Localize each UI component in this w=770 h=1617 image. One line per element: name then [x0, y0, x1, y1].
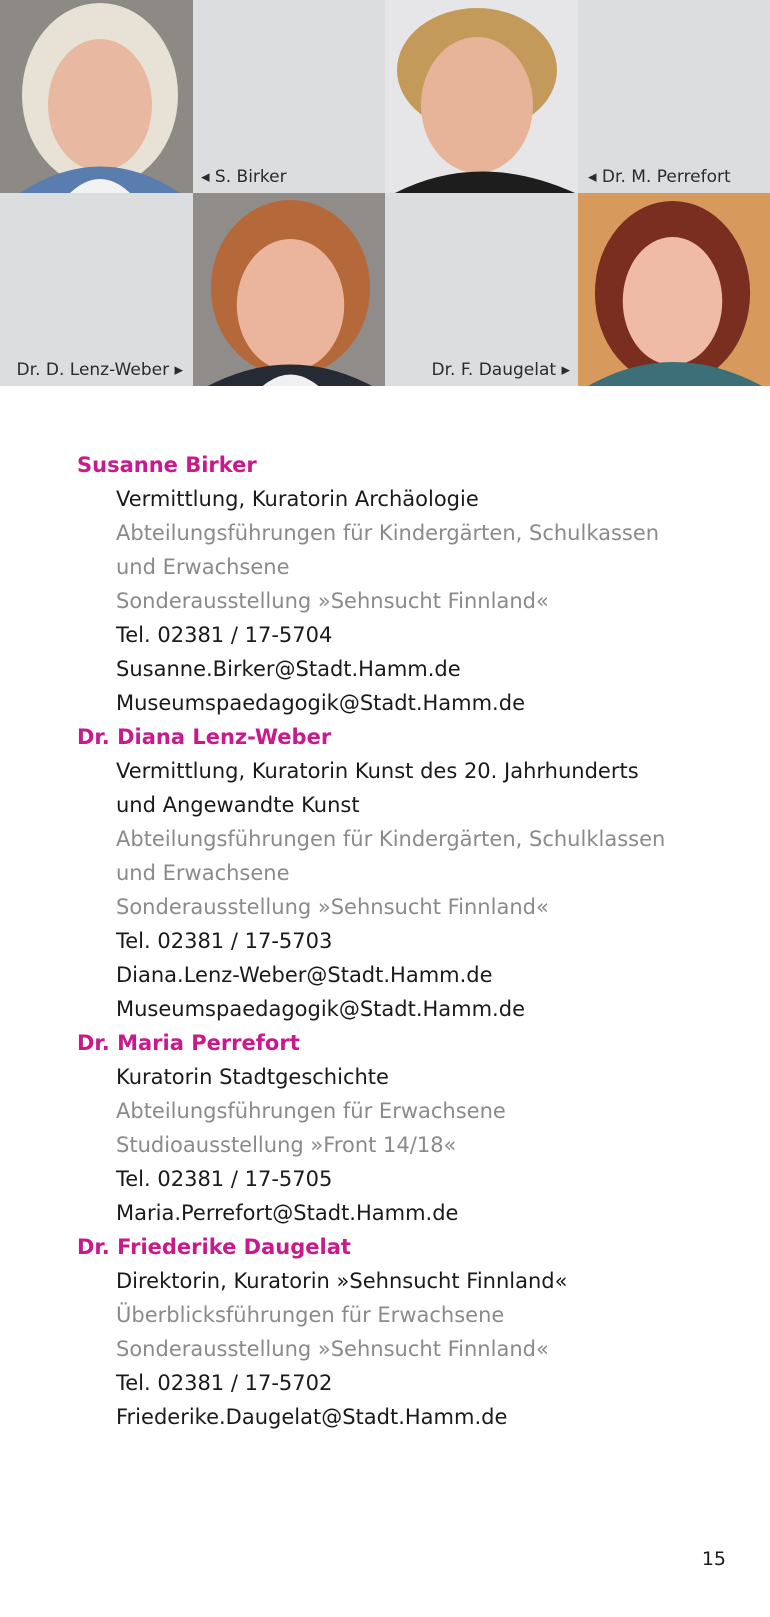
person-name: Dr. Maria Perrefort	[77, 1031, 300, 1055]
portrait-photo-birker	[0, 0, 193, 193]
person-exhibition: Sonderausstellung »Sehnsucht Finnland«	[116, 589, 549, 613]
label-tile-perrefort	[578, 0, 770, 193]
portrait-grid	[0, 0, 770, 386]
person-exhibition: Sonderausstellung »Sehnsucht Finnland«	[116, 1337, 549, 1361]
page-number: 15	[701, 1548, 726, 1570]
label-tile-lenz-weber	[0, 193, 193, 386]
person-name: Dr. Diana Lenz-Weber	[77, 725, 332, 749]
photo-caption-birker: ◂ S. Birker	[201, 167, 287, 187]
person-phone: Tel. 02381 / 17-5703	[116, 929, 333, 953]
person-email[interactable]: Susanne.Birker@Stadt.Hamm.de	[116, 657, 461, 681]
person-role: Kuratorin Stadtgeschichte	[116, 1065, 389, 1089]
person-exhibition: Sonderausstellung »Sehnsucht Finnland«	[116, 895, 549, 919]
person-name: Dr. Friederike Daugelat	[77, 1235, 351, 1259]
portrait-image-lenz-weber	[193, 193, 385, 386]
person-phone: Tel. 02381 / 17-5702	[116, 1371, 333, 1395]
person-role: und Angewandte Kunst	[116, 793, 360, 817]
portrait-photo-daugelat	[578, 193, 770, 386]
person-role: Vermittlung, Kuratorin Kunst des 20. Jahrhunderts	[116, 759, 639, 783]
label-tile-birker	[193, 0, 385, 193]
person-exhibition: Studioausstellung »Front 14/18«	[116, 1133, 457, 1157]
photo-caption-perrefort: ◂ Dr. M. Perrefort	[588, 167, 731, 187]
person-email[interactable]: Museumspaedagogik@Stadt.Hamm.de	[116, 997, 525, 1021]
person-role: Direktorin, Kuratorin »Sehnsucht Finnland«	[116, 1269, 568, 1293]
person-tours: und Erwachsene	[116, 861, 290, 885]
person-tours: Abteilungsführungen für Kindergärten, Schulklassen	[116, 827, 666, 851]
person-tours: Abteilungsführungen für Erwachsene	[116, 1099, 506, 1123]
person-phone: Tel. 02381 / 17-5704	[116, 623, 333, 647]
portrait-image-daugelat	[578, 193, 770, 386]
portrait-image-birker	[0, 0, 193, 193]
person-name: Susanne Birker	[77, 453, 257, 477]
contact-perrefort	[77, 1026, 757, 1230]
person-tours: Überblicksführungen für Erwachsene	[116, 1303, 505, 1327]
person-email[interactable]: Museumspaedagogik@Stadt.Hamm.de	[116, 691, 525, 715]
person-role: Vermittlung, Kuratorin Archäologie	[116, 487, 479, 511]
contact-lenz-weber	[77, 720, 757, 1026]
contact-birker	[77, 448, 757, 720]
photo-caption-lenz-weber: Dr. D. Lenz-Weber ▸	[16, 360, 183, 380]
person-tours: Abteilungsführungen für Kindergärten, Schulkassen	[116, 521, 660, 545]
person-email[interactable]: Maria.Perrefort@Stadt.Hamm.de	[116, 1201, 459, 1225]
portrait-image-perrefort	[385, 0, 578, 193]
person-email[interactable]: Diana.Lenz-Weber@Stadt.Hamm.de	[116, 963, 493, 987]
person-phone: Tel. 02381 / 17-5705	[116, 1167, 333, 1191]
contact-list	[77, 448, 757, 1434]
label-tile-daugelat	[385, 193, 578, 386]
photo-caption-daugelat: Dr. F. Daugelat ▸	[431, 360, 570, 380]
contact-daugelat	[77, 1230, 757, 1434]
person-tours: und Erwachsene	[116, 555, 290, 579]
portrait-photo-perrefort	[385, 0, 578, 193]
person-email[interactable]: Friederike.Daugelat@Stadt.Hamm.de	[116, 1405, 508, 1429]
portrait-photo-lenz-weber	[193, 193, 385, 386]
